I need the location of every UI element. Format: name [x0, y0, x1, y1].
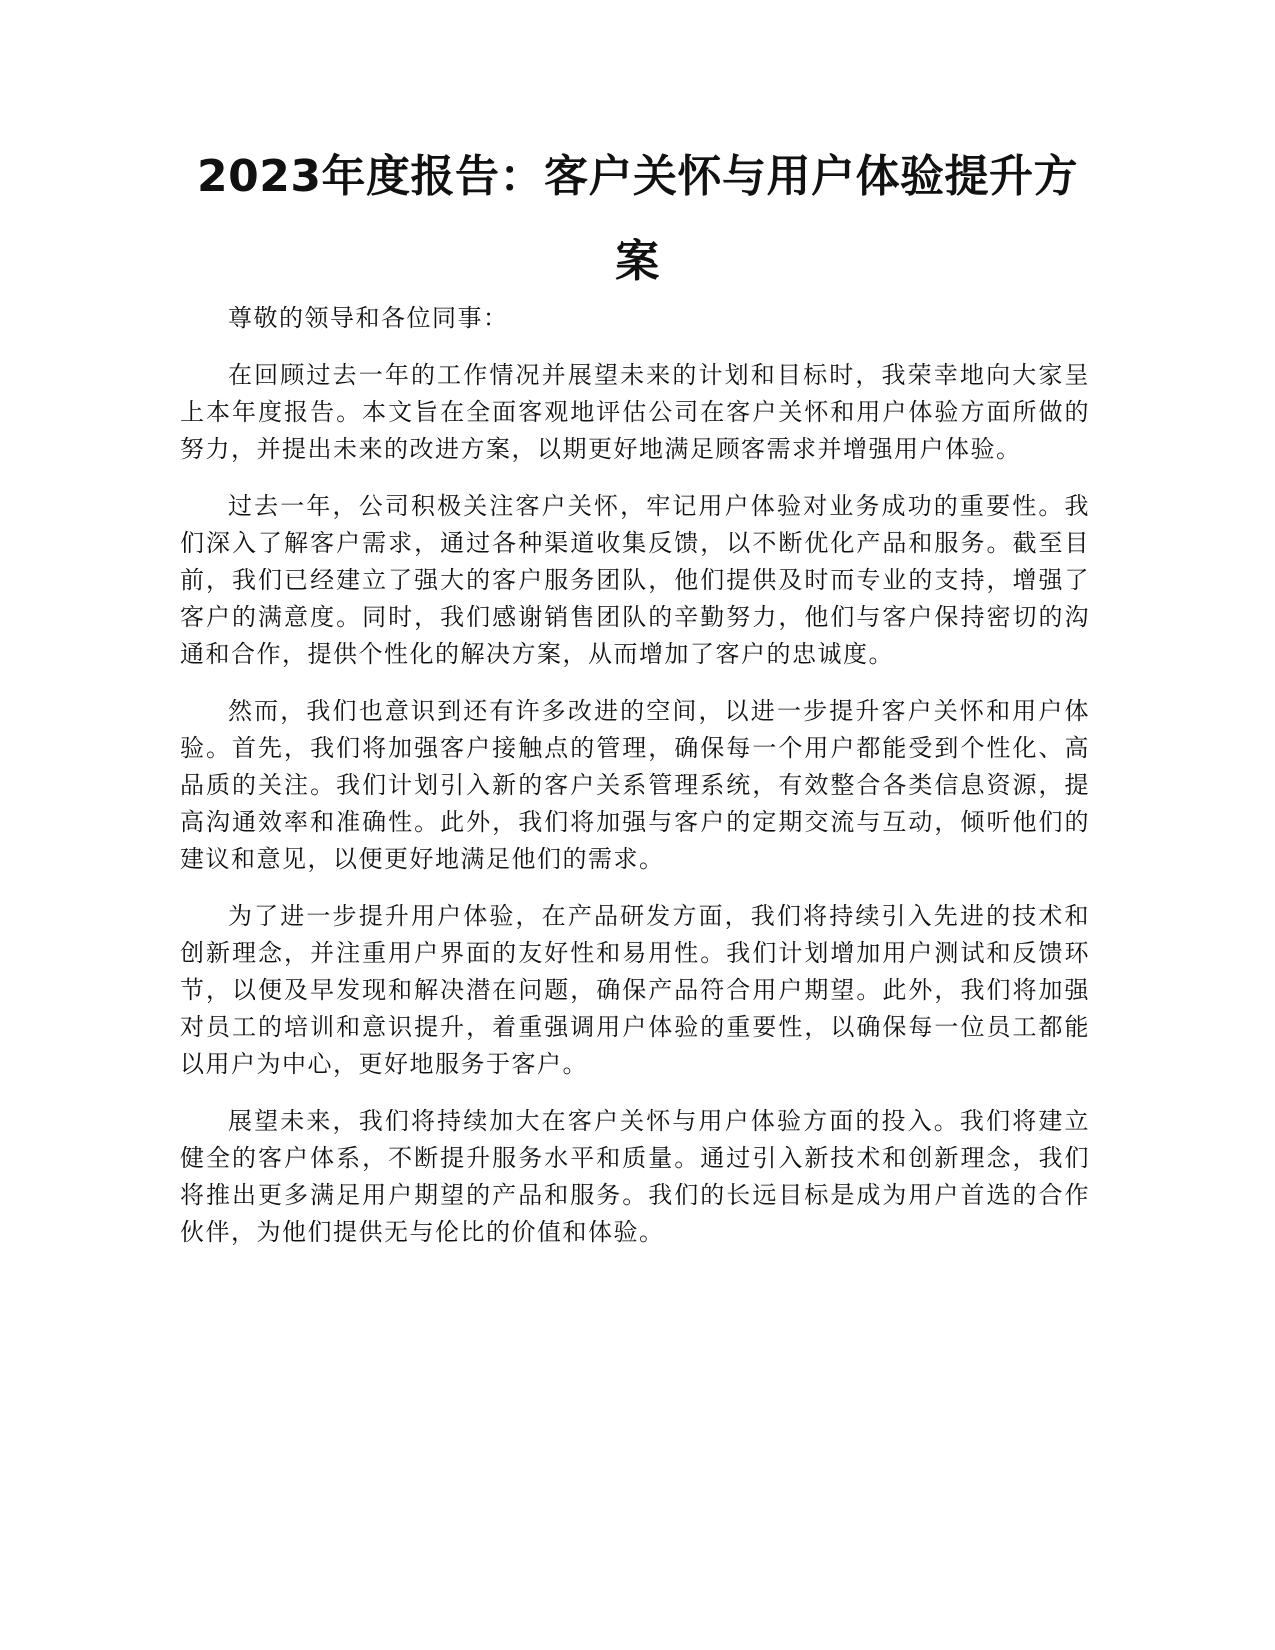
- document-title: 2023年度报告：客户关怀与用户体验提升方案: [197, 151, 1078, 287]
- salutation: 尊敬的领导和各位同事：: [228, 304, 509, 332]
- paragraph-user-experience: 为了进一步提升用户体验，在产品研发方面，我们将持续引入先进的技术和创新理念，并注重用户界面的友好性和易用性。我们计划增加用户测试和反馈环节，以便及早发现和解决潜在问题，确保产品符合用户期望。此外，我们将加强对员工的培训和意识提升，着重强调用户体验的重要性，以确保每一位员工都能以用户为中心，更好地服务于客户。: [180, 902, 1090, 1078]
- paragraph-past-year: 过去一年，公司积极关注客户关怀，牢记用户体验对业务成功的重要性。我们深入了解客户需求，通过各种渠道收集反馈，以不断优化产品和服务。截至目前，我们已经建立了强大的客户服务团队，他们提供及时而专业的支持，增强了客户的满意度。同时，我们感谢销售团队的辛勤努力，他们与客户保持密切的沟通和合作，提供个性化的解决方案，从而增加了客户的忠诚度。: [180, 492, 1090, 668]
- paragraph-improvements: 然而，我们也意识到还有许多改进的空间，以进一步提升客户关怀和用户体验。首先，我们将加强客户接触点的管理，确保每一个用户都能受到个性化、高品质的关注。我们计划引入新的客户关系管理系统，有效整合各类信息资源，提高沟通效率和准确性。此外，我们将加强与客户的定期交流与互动，倾听他们的建议和意见，以便更好地满足他们的需求。: [180, 697, 1090, 873]
- paragraph-intro: 在回顾过去一年的工作情况并展望未来的计划和目标时，我荣幸地向大家呈上本年度报告。本文旨在全面客观地评估公司在客户关怀和用户体验方面所做的努力，并提出未来的改进方案，以期更好地满足顾客需求并增强用户体验。: [180, 361, 1090, 463]
- document-body: [180, 300, 1090, 1271]
- paragraph-outlook: 展望未来，我们将持续加大在客户关怀与用户体验方面的投入。我们将建立健全的客户体系，不断提升服务水平和质量。通过引入新技术和创新理念，我们将推出更多满足用户期望的产品和服务。我们的长远目标是成为用户首选的合作伙伴，为他们提供无与伦比的价值和体验。: [180, 1107, 1090, 1246]
